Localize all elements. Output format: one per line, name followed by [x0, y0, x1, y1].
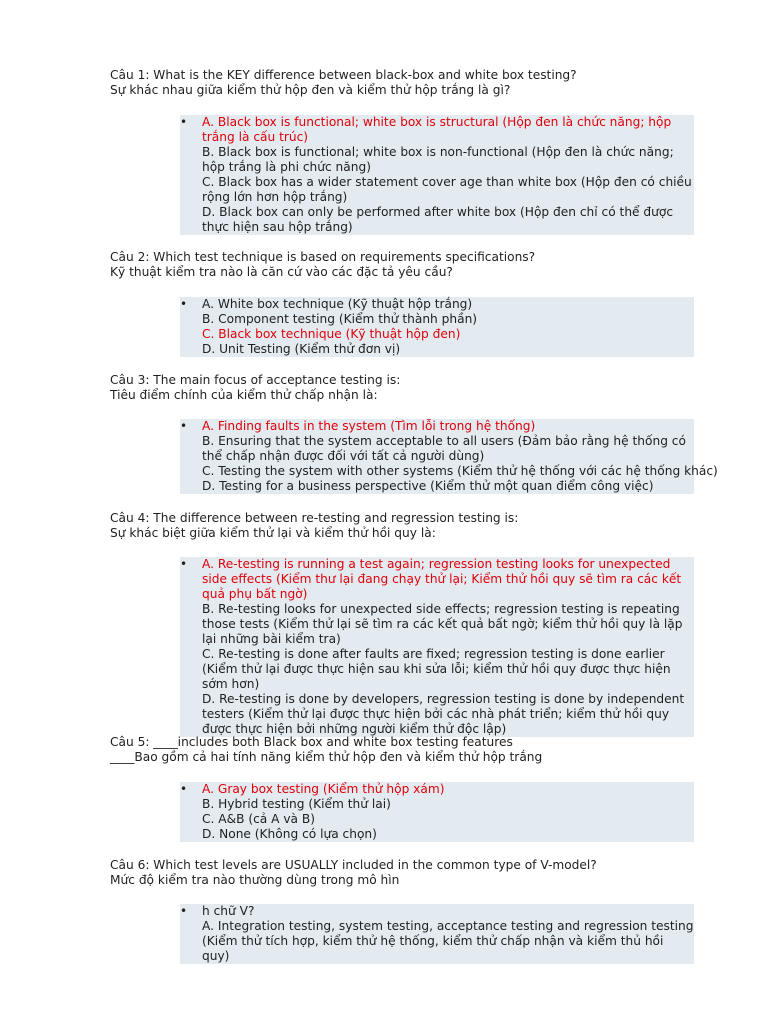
question-5-vi: ____Bao gồm cả hai tính năng kiểm thử hộp đen và kiểm thử hộp trắng [110, 750, 543, 764]
question-4-en: Câu 4: The difference between re-testing and regression testing is: [110, 511, 519, 525]
question-4-option-d: D. Re-testing is done by developers, regression testing is done by independent testers (Kiểm thử lại được thực hiện bởi các nhà phát triển; kiểm thử hồi quy được thực hiện bởi những người kiểm thử độc lập) [202, 692, 685, 736]
bullet-icon: • [180, 557, 188, 571]
question-3-option-a: A. Finding faults in the system (Tìm lỗi trong hệ thống) [202, 419, 536, 433]
question-4-option-c: C. Re-testing is done after faults are fixed; regression testing is done earlier (Kiểm thử lại được thực hiện sau khi sửa lỗi; kiểm thử hồi quy được thực hiện sớm hơn) [202, 647, 671, 691]
question-2-option-b: B. Component testing (Kiểm thử thành phần) [202, 312, 478, 326]
question-6-vi: Mức độ kiểm tra nào thường dùng trong mô hìn [110, 873, 400, 887]
question-3 [110, 373, 710, 403]
question-3-option-d: D. Testing for a business perspective (Kiểm thử một quan điểm công việc) [202, 479, 654, 493]
question-1 [110, 68, 710, 98]
bullet-icon: • [180, 419, 188, 433]
bullet-icon: • [180, 782, 188, 796]
question-5 [110, 735, 710, 765]
question-4 [110, 511, 710, 541]
question-1-answers [180, 115, 694, 235]
question-1-option-a: A. Black box is functional; white box is structural (Hộp đen là chức năng; hộp trắng là cấu trúc) [202, 115, 672, 144]
question-5-answers [180, 782, 694, 842]
question-2-vi: Kỹ thuật kiểm tra nào là căn cứ vào các đặc tả yêu cầu? [110, 265, 453, 279]
question-5-option-d: D. None (Không có lựa chọn) [202, 827, 377, 841]
question-6-continuation: h chữ V? [202, 904, 255, 918]
bullet-icon: • [180, 904, 188, 918]
question-4-option-b: B. Re-testing looks for unexpected side effects; regression testing is repeating those tests (Kiểm thử lại sẽ tìm ra các kết quả bất ngờ; kiểm thử hồi quy là lặp lại những bài kiểm tra) [202, 602, 683, 646]
question-2 [110, 250, 710, 280]
bullet-icon: • [180, 115, 188, 129]
question-3-vi: Tiêu điểm chính của kiểm thử chấp nhận là: [110, 388, 378, 402]
question-6-answers [180, 904, 694, 964]
question-4-answers [180, 557, 694, 737]
question-2-option-a: A. White box technique (Kỹ thuật hộp trắng) [202, 297, 473, 311]
question-1-option-c: C. Black box has a wider statement cover age than white box (Hộp đen có chiều rộng lớn hơn hộp trắng) [202, 175, 692, 204]
question-5-option-c: C. A&B (cả A và B) [202, 812, 316, 826]
question-2-answers [180, 297, 694, 357]
bullet-icon: • [180, 297, 188, 311]
question-1-vi: Sự khác nhau giữa kiểm thử hộp đen và kiểm thử hộp trắng là gì? [110, 83, 511, 97]
question-1-option-d: D. Black box can only be performed after white box (Hộp đen chỉ có thể được thực hiện sau hộp trắng) [202, 205, 674, 234]
question-1-en: Câu 1: What is the KEY difference between black-box and white box testing? [110, 68, 577, 82]
question-3-en: Câu 3: The main focus of acceptance testing is: [110, 373, 401, 387]
question-3-option-c: C. Testing the system with other systems (Kiểm thử hệ thống với các hệ thống khác) [202, 464, 718, 478]
question-5-option-a: A. Gray box testing (Kiểm thử hộp xám) [202, 782, 445, 796]
question-4-vi: Sự khác biệt giữa kiểm thử lại và kiểm thử hồi quy là: [110, 526, 436, 540]
question-6-en: Câu 6: Which test levels are USUALLY included in the common type of V-model? [110, 858, 597, 872]
question-2-en: Câu 2: Which test technique is based on requirements specifications? [110, 250, 536, 264]
question-2-option-d: D. Unit Testing (Kiểm thử đơn vị) [202, 342, 401, 356]
question-4-option-a: A. Re-testing is running a test again; regression testing looks for unexpected side effects (Kiểm thư lại đang chạy thử lại; Kiểm thử hồi quy sẽ tìm ra các kết quả phụ bất ngờ) [202, 557, 682, 601]
question-3-answers [180, 419, 718, 494]
question-6 [110, 858, 710, 888]
question-2-option-c: C. Black box technique (Kỹ thuật hộp đen) [202, 327, 461, 341]
question-3-option-b: B. Ensuring that the system acceptable to all users (Đảm bảo rằng hệ thống có thể chấp nhận được đối với tất cả người dùng) [202, 434, 686, 463]
question-5-en: Câu 5: ____includes both Black box and white box testing features [110, 735, 513, 749]
question-6-option-a: A. Integration testing, system testing, acceptance testing and regression testing (Kiểm thử tích hợp, kiểm thử hệ thống, kiểm thử chấp nhận và kiểm thủ hồi quy) [202, 919, 694, 963]
question-5-option-b: B. Hybrid testing (Kiểm thử lai) [202, 797, 391, 811]
question-1-option-b: B. Black box is functional; white box is non-functional (Hộp đen là chức năng; hộp trắng là phi chức năng) [202, 145, 674, 174]
